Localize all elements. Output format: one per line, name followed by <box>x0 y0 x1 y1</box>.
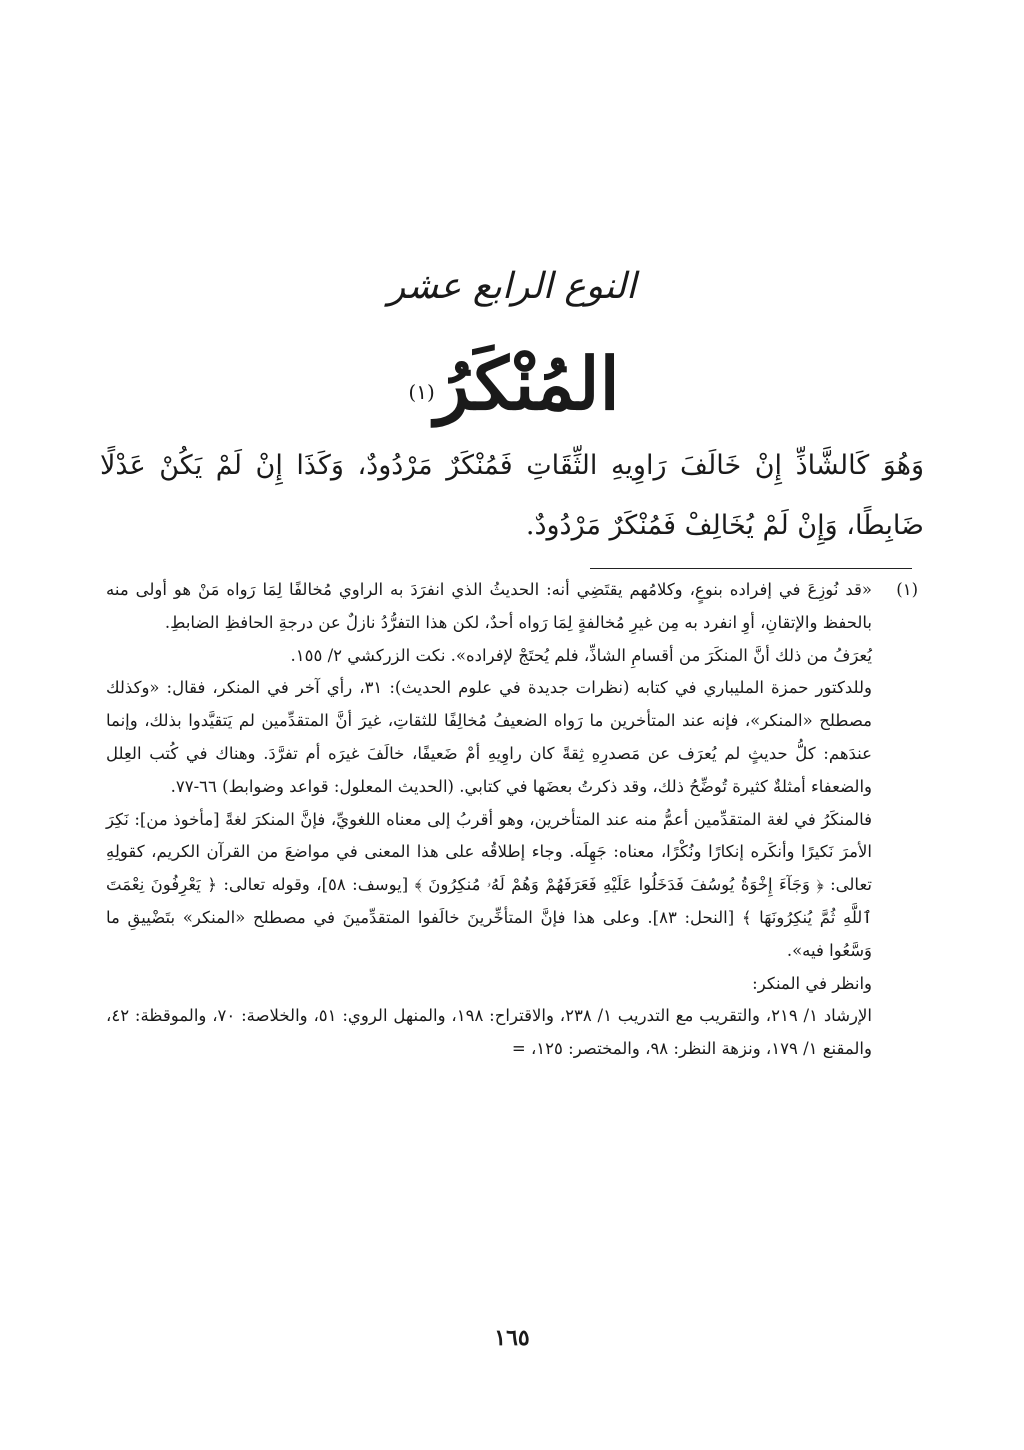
footnote-paragraph: وللدكتور حمزة المليباري في كتابه (نظرات جديدة في علوم الحديث): ٣١، رأي آخر في المنكر، فقال: «وكذلك مصطلح «المنكر»، فإنه عند المتأخرين ما رَواه الضعيفُ مُخالِفًا للثقاتِ، غيرَ أنَّ المتقدِّمين لم يَتقيَّدوا بذلك، وإنما عندَهم: كلُّ حديثٍ لم يُعرَف عن مَصدرِهِ ثِقةً كان راوِيهِ أمْ ضَعيفًا، خالَفَ غيرَه أم تفرَّدَ. وهناك في كُتب العِلل والضعفاء أمثلةٌ كثيرة تُوضِّحُ ذلك، وقد ذكرتُ بعضَها في كتابي. (الحديث المعلول: قواعد وضوابط) ٦٦-٧٧. <box>106 678 872 796</box>
footnote-paragraph <box>106 574 918 640</box>
footnote-paragraph: فالمنكَرُ في لغة المتقدِّمين أعمُّ منه عند المتأخرين، وهو أقربُ إلى معناه اللغويِّ، فإنَّ المنكرَ لغةً [مأخوذ من]: نَكِرَ الأمرَ نَكيرًا وأنكَره إنكارًا ونُكْرًا، معناه: جَهِلَه. وجاء إطلاقُه على هذا المعنى في مواضعَ من القرآن الكريم، كقولِهِ تعالى: ﴿ وَجَآءَ إِخْوَةُ يُوسُفَ فَدَخَلُوا عَلَيْهِ فَعَرَفَهُمْ وَهُمْ لَهُۥ مُنكِرُونَ ﴾ [يوسف: ٥٨]، وقوله تعالى: ﴿ يَعْرِفُونَ نِعْمَتَ ٱللَّهِ ثُمَّ يُنكِرُونَهَا ﴾ [النحل: ٨٣]. وعلى هذا فإنَّ المتأخِّرينَ خالَفوا المتقدِّمينَ في مصطلح «المنكر» بتَضْييقِ ما وَسَّعُوا فيه». <box>106 809 873 960</box>
footnote-paragraph: الإرشاد ١/ ٢١٩، والتقريب مع التدريب ١/ ٢٣٨، والاقتراح: ١٩٨، والمنهل الروي: ٥١، والخلاصة: ٧٠، والموقظة: ٤٢، والمقنع ١/ ١٧٩، ونزهة النظر: ٩٨، والمختصر: ١٢٥، = <box>106 1006 872 1059</box>
footnote-marker[interactable]: (١) <box>408 380 435 404</box>
chapter-title-text: المُنْكَرُ <box>434 341 620 426</box>
footnote-separator <box>590 568 912 569</box>
main-text: وَهُوَ كَالشَّاذِّ إِنْ خَالَفَ رَاوِيهِ الثِّقَاتِ فَمُنْكَرٌ مَرْدُودٌ، وَكَذَا إِنْ لَمْ يَكُنْ عَدْلًا ضَابِطًا، وَإِنْ لَمْ يُخَالِفْ فَمُنْكَرٌ مَرْدُودٌ. <box>100 450 924 541</box>
page-number: ١٦٥ <box>494 1325 530 1351</box>
footnotes <box>106 574 918 1066</box>
chapter-title <box>0 336 1024 432</box>
footnote-text: «قد نُوزِعَ في إفراده بنوعٍ، وكلامُهم يقتَضِي أنه: الحديثُ الذي انفرَدَ به الراوي مُخالفًا لِمَا رَواه مَنْ هو أولى منه بالحفظ والإتقانِ، أوِ انفرد به مِن غيرِ مُخالفةٍ لِمَا رَواه أحدٌ، لكن هذا التفرُّدُ نازلٌ عن درجةِ الحافظِ الضابطِ. <box>106 580 872 632</box>
chapter-number-heading: النوع الرابع عشر <box>387 266 637 307</box>
footnote-paragraph: وانظر في المنكر: <box>752 973 872 993</box>
footnote-number: (١) <box>896 580 918 599</box>
footnote-paragraph: يُعرَفُ من ذلك أنَّ المنكَرَ من أقسامِ الشاذِّ، فلم يُحتَجْ لإفراده». نكت الزركشي ٢/ ١٥٥. <box>290 645 872 665</box>
